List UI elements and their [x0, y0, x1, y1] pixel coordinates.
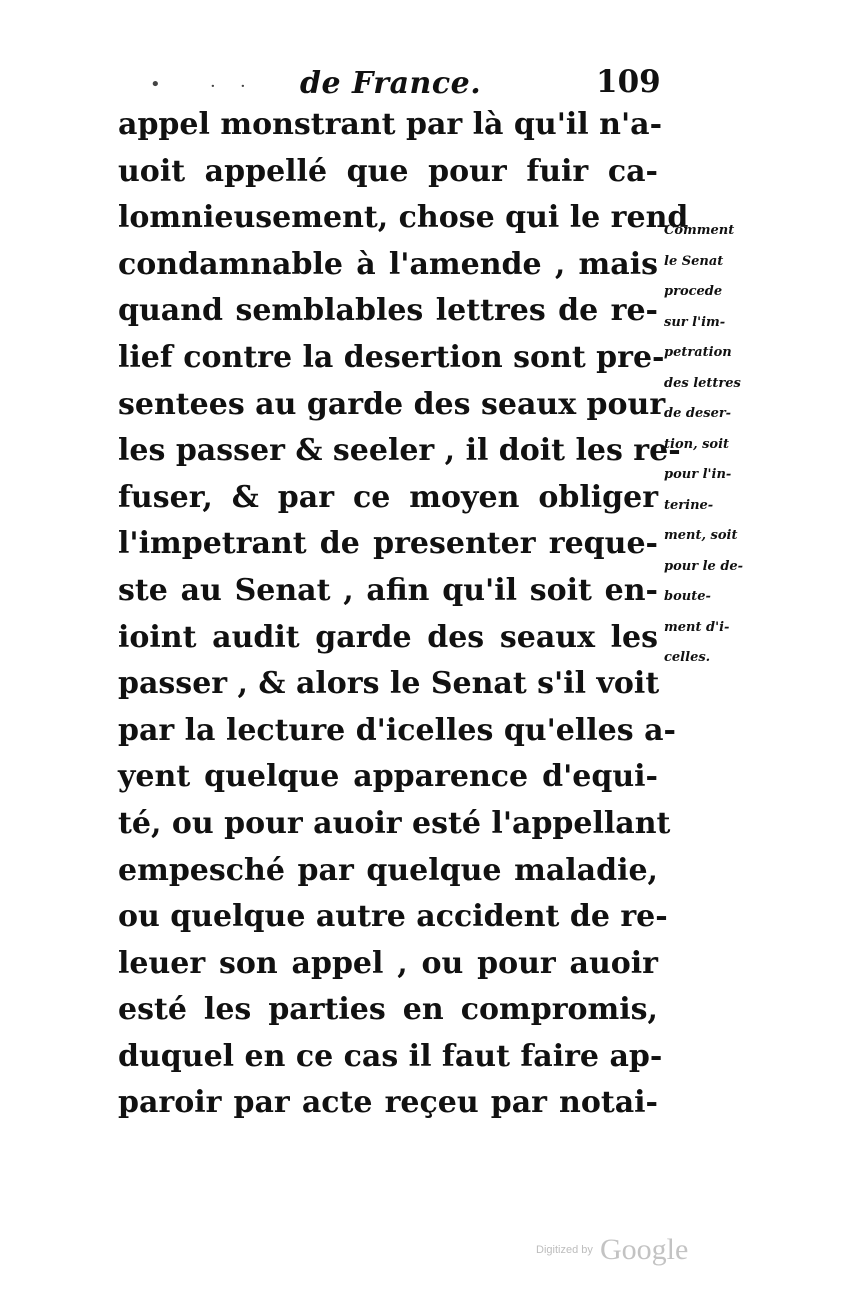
- text-line: lief contre la desertion sont pre-: [118, 339, 665, 375]
- margin-note-line: ment d'i-: [664, 619, 730, 635]
- text-line: ioint audit garde des seaux les: [118, 619, 658, 655]
- text-line: esté les parties en compromis,: [118, 992, 658, 1028]
- text-line: sentees au garde des seaux pour: [118, 386, 666, 422]
- google-logo-text: Google: [599, 1233, 689, 1266]
- text-line: duquel en ce cas il faut faire ap-: [118, 1038, 663, 1074]
- margin-note-line: ment, soit: [664, 528, 738, 543]
- margin-note-line: pour l'in-: [664, 467, 732, 482]
- margin-note-line: de deser-: [664, 406, 732, 421]
- text-line: té, ou pour auoir esté l'appellant: [118, 805, 671, 841]
- text-line: quand semblables lettres de re-: [118, 293, 658, 329]
- margin-note-line: pour le de-: [664, 558, 744, 574]
- margin-note-line: petration: [664, 345, 732, 360]
- margin-note-line: des lettres: [664, 375, 741, 391]
- text-line: passer , & alors le Senat s'il voit: [118, 666, 660, 702]
- text-line: lomnieusement, chose qui le rend: [118, 200, 689, 236]
- text-line: leuer son appel , ou pour auoir: [118, 945, 658, 981]
- margin-note-line: le Senat: [664, 253, 724, 269]
- text-line: empesché par quelque maladie,: [118, 852, 658, 888]
- text-line: les passer & seeler , il doit les re-: [118, 433, 681, 469]
- text-line: ou quelque autre accident de re-: [118, 899, 668, 935]
- text-line: yent quelque apparence d'equi-: [118, 759, 658, 795]
- digitized-by-label: Digitized by: [536, 1244, 593, 1256]
- margin-note-line: procede: [664, 284, 723, 299]
- text-line: fuser, & par ce moyen obliger: [118, 479, 658, 515]
- text-line: l'impetrant de presenter reque-: [118, 526, 658, 562]
- text-line: uoit appellé que pour fuir ca-: [118, 153, 658, 189]
- margin-note-line: boute-: [664, 589, 711, 604]
- digitized-watermark: [536, 1233, 688, 1267]
- text-line: condamnable à l'amende , mais: [118, 246, 658, 282]
- margin-note-line: celles.: [664, 650, 711, 665]
- margin-note-line: tion, soit: [664, 436, 730, 452]
- text-line: appel monstrant par là qu'il n'a-: [118, 107, 663, 142]
- ink-speck: •: [150, 74, 161, 95]
- text-line: ste au Senat , afin qu'il soit en-: [118, 572, 658, 608]
- page-number: 109: [596, 64, 661, 100]
- margin-note-line: Comment: [664, 223, 735, 238]
- margin-note-line: sur l'im-: [664, 314, 726, 330]
- ink-speck: ·: [210, 76, 216, 97]
- running-head: de France.: [300, 66, 482, 101]
- margin-note-line: terine-: [664, 497, 714, 513]
- margin-note: [664, 216, 768, 674]
- ink-speck: ·: [240, 76, 246, 97]
- text-line: paroir par acte reçeu par notai-: [118, 1085, 658, 1121]
- text-line: par la lecture d'icelles qu'elles a-: [118, 712, 676, 748]
